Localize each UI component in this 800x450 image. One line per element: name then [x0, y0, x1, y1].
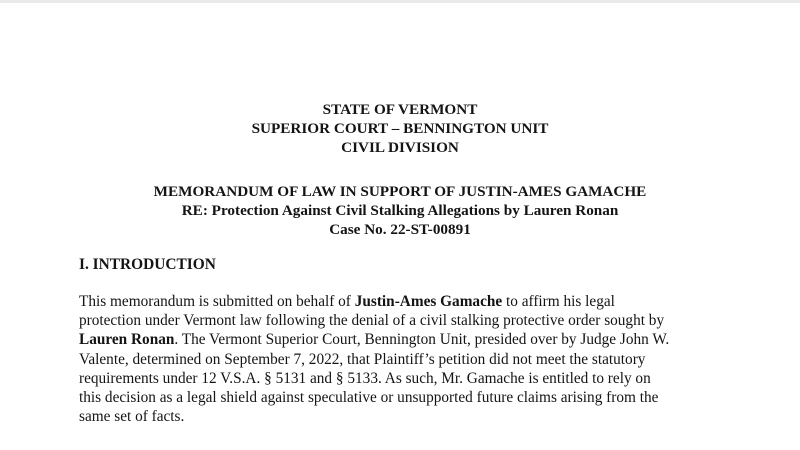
- caption-court: SUPERIOR COURT – BENNINGTON UNIT: [251, 120, 549, 137]
- case-number: Case No. 22-ST-00891: [329, 221, 471, 238]
- caption-state: STATE OF VERMONT: [322, 101, 478, 118]
- line-text: protection under Vermont law following the denial of a civil stalking protective order sought by: [79, 312, 665, 330]
- line-text: same set of facts.: [79, 408, 185, 426]
- party-name-bold: Lauren Ronan: [79, 331, 175, 349]
- line-text: . The Vermont Superior Court, Bennington Unit, presided over by Judge John W.: [174, 331, 670, 349]
- paragraph-line: [79, 330, 739, 349]
- line-text: requirements under 12 V.S.A. § 5131 and § 5133. As such, Mr. Gamache is entitled to rely on: [79, 369, 651, 387]
- line-text: This memorandum is submitted on behalf of: [79, 293, 355, 310]
- party-name-bold: Justin-Ames Gamache: [354, 293, 503, 310]
- top-edge-divider: [0, 0, 800, 3]
- introduction-paragraph: [79, 292, 739, 426]
- paragraph-line: [79, 407, 739, 426]
- memorandum-title-block: [0, 182, 800, 239]
- paragraph-line: [79, 292, 739, 311]
- line-text: Valente, determined on September 7, 2022, that Plaintiff’s petition did not meet the statutory: [79, 350, 646, 368]
- memorandum-title: MEMORANDUM OF LAW IN SUPPORT OF JUSTIN-AMES GAMACHE: [153, 183, 647, 200]
- court-caption: [0, 100, 800, 157]
- line-text: this decision as a legal shield against speculative or unsupported future claims arising from the: [79, 389, 659, 407]
- paragraph-line: [79, 369, 739, 388]
- caption-division: CIVIL DIVISION: [341, 139, 459, 156]
- section-heading: I. INTRODUCTION: [79, 256, 216, 273]
- line-text: to affirm his legal: [502, 293, 615, 310]
- paragraph-line: [79, 311, 739, 330]
- paragraph-line: [79, 350, 739, 369]
- paragraph-line: [79, 388, 739, 407]
- memorandum-subject: RE: Protection Against Civil Stalking Allegations by Lauren Ronan: [181, 202, 619, 219]
